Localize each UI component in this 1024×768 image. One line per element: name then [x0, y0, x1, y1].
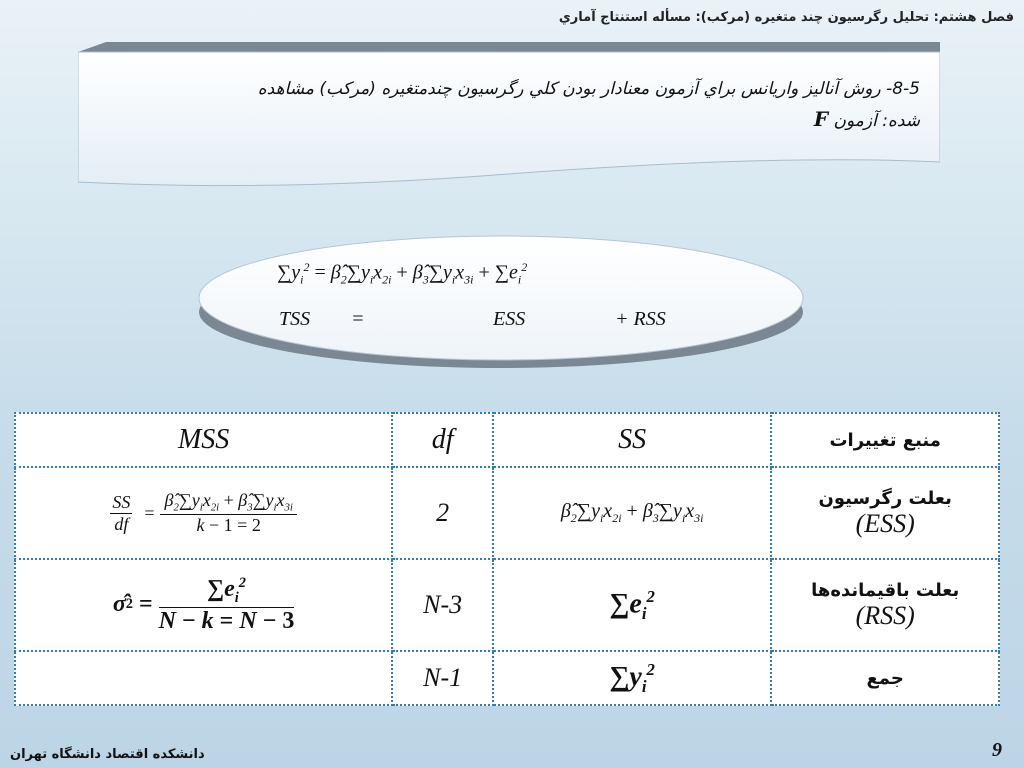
title-line-1: 8-5- روش آناليز واريانس براي آزمون معنادار بودن كلي رگرسيون چندمتغيره (مركب) مشاهده — [257, 79, 920, 99]
cell-ss-regression — [493, 467, 771, 559]
header-mss: MSS — [15, 413, 392, 467]
title-line-2 — [98, 104, 920, 136]
footer-institution: دانشكده اقتصاد دانشگاه تهران — [10, 747, 205, 762]
cell-ss-residual — [493, 559, 771, 651]
cell-mss-regression — [15, 467, 392, 559]
ss-regression-formula: $\betâ_2\sum y_ix_{2i}$ + $\betâ_3\sum y_ix_{3i}$ — [560, 500, 704, 525]
equals-sign: = — [351, 308, 365, 330]
source-regression-abbr: (ESS) — [855, 508, 915, 538]
cell-source-residual — [771, 559, 999, 651]
tss-label: TSS — [279, 308, 311, 330]
source-regression-label: بعلت رگرسيون — [818, 487, 952, 509]
header-df: df — [392, 413, 493, 467]
source-residual-abbr: (RSS) — [855, 600, 915, 630]
cell-df-residual: N-3 — [392, 559, 493, 651]
decomposition-ellipse — [195, 230, 807, 370]
table-row-residual — [15, 559, 999, 651]
title-box — [78, 42, 940, 188]
ss-total-formula: $\sum y_i^2$ — [609, 659, 655, 696]
f-test-symbol: F — [813, 107, 829, 131]
mss-residual-formula: σ̂ 2 = $\frac{\sum e_i^2}{N - k = N - 3}$ — [112, 575, 295, 634]
cell-source-regression — [771, 467, 999, 559]
cell-df-total: N-1 — [392, 651, 493, 705]
ellipse-shape — [195, 230, 807, 370]
page-number: 9 — [992, 739, 1002, 761]
ss-residual-formula: $\sum e_i^2$ — [609, 586, 655, 623]
cell-ss-total — [493, 651, 771, 705]
anova-table — [14, 412, 1000, 706]
header-ss: SS — [493, 413, 771, 467]
cell-df-regression: 2 — [392, 467, 493, 559]
cell-source-total: جمع — [771, 651, 999, 705]
cell-mss-total — [15, 651, 392, 705]
slide-header-title: فصل هشتم: تحليل رگرسيون چند متغيره (مركب): مسأله استنتاج آماري — [558, 10, 1014, 25]
rss-label: + RSS — [615, 308, 666, 330]
title-line-2-text: شده: آزمون — [833, 111, 920, 131]
table-header-row — [15, 413, 999, 467]
header-source: منبع تغييرات — [771, 413, 999, 467]
source-residual-label: بعلت باقيمانده‌ها — [811, 579, 960, 601]
ess-label: ESS — [493, 308, 526, 330]
title-text — [98, 74, 920, 136]
cell-mss-residual — [15, 559, 392, 651]
mss-regression-formula: $\frac{SS}{df}$ = $\betâ_2\sum y_ix_{2i}$ + $\betâ_3\sum y_ix_{3i}$ k − 1 = 2 — [16, 490, 391, 536]
table-row-total — [15, 651, 999, 705]
decomposition-formula: $\sum y_i^2$ = $\betâ_2\sum y_ix_{2i}$ + $\betâ_3\sum y_ix_{3i} + \sum e_i^2$ — [277, 260, 528, 287]
table-row-regression — [15, 467, 999, 559]
